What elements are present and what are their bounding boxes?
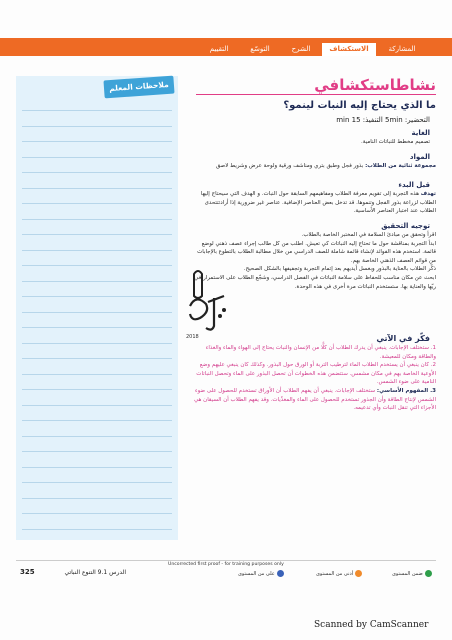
think-heading: فكّر في الآتي: [376, 334, 430, 343]
note-line: [22, 482, 172, 483]
note-line: [22, 126, 172, 127]
guidance-heading: توجيه التحقيق: [381, 222, 430, 230]
think-answer-3-text: ستختلف الإجابات. ينبغي أن يفهم الطلاب أن الأوراق تستخدم للحصول على ضوء الشمس لإنتاج الطاقة وأن الجذور تستخدم للحصول على الماء والمغذّيات. وقد يفهم الطلاب أن السيقان هي الأجزاء التي تنقل النبات وأي تدعيمه.: [193, 387, 436, 412]
note-line: [22, 374, 172, 375]
think-answer-1: 1. ستختلف الإجابات. ينبغي أن يدرك الطلاب أن كلًّا من الإنسان والنبات يحتاج إلى الهواء والماء والغذاء والطاقة ومكان للمعيشة.: [205, 345, 436, 360]
materials-text: بذور فجل وطبق بتري ومناشف ورقية ولوحة عرض وشريط لاصق: [215, 163, 364, 169]
goal-heading: الغاية: [411, 129, 430, 137]
before-heading: قبل البدء: [398, 181, 430, 189]
green-level-icon: [425, 570, 432, 577]
note-line: [22, 420, 172, 421]
note-line: [22, 312, 172, 313]
tab-participation[interactable]: المشاركة: [388, 45, 416, 53]
goal-text: تصميم مخطط للنباتات النامية.: [361, 139, 430, 145]
note-line: [22, 389, 172, 390]
note-line: [22, 451, 172, 452]
level-below: [316, 570, 362, 577]
tab-evaluate[interactable]: التقييم: [209, 45, 229, 53]
blue-level-icon: [277, 570, 284, 577]
level-on-target-label: ضمن المستوى: [392, 571, 423, 577]
level-below-label: أدنى من المستوى: [316, 571, 354, 577]
orange-level-icon: [355, 570, 362, 577]
materials-heading: المواد: [409, 153, 430, 161]
note-line: [22, 172, 172, 173]
page-number: 325: [20, 568, 35, 576]
note-line: [22, 436, 172, 437]
proof-notice: Uncorrected first proof - for training purposes only: [168, 562, 284, 567]
phase-nav-bar: [0, 43, 452, 56]
materials-label: مجموعة ثنائية من الطلاب:: [365, 163, 436, 169]
note-line: [22, 327, 172, 328]
note-line: [22, 157, 172, 158]
note-line: [22, 219, 172, 220]
section-title: نشاطاستكشافي: [314, 76, 436, 94]
before-text: هذه التجربة إلى تقويم معرفة الطلاب ومفاهيمهم السابقة حول النبات. و الهدف التي سيحتاج إليها الطلاب لزراعة بذور الفجل وتنموها. قد تدخل بعض العناصر الإضافية. عناصر غير ضرورية إذا أرادتتتحدى الطلاب عند اختبار العناصر الأساسية.: [200, 191, 436, 215]
note-line: [22, 296, 172, 297]
note-line: [22, 188, 172, 189]
guidance-p4: ابحث عن مكان مناسب للحفاظ على سلامة النباتات في الفصل الدراسي، وشجّع الطلاب على الاستمرار في ريّها والعناية بها. ستستخدم النباتات مرة أخرى في هذه الوحدة.: [194, 274, 436, 290]
note-line: [22, 513, 172, 514]
guidance-p1: اقرأ وتحقق من مبادئ السلامة في المختبر الخاصة بالطلاب.: [301, 232, 436, 238]
note-line: [22, 405, 172, 406]
note-line: [22, 250, 172, 251]
note-line: [22, 498, 172, 499]
before-paragraph: [192, 190, 436, 216]
note-line: [22, 529, 172, 530]
before-label: تهدف: [420, 191, 436, 197]
think-answer-3-label: 3. المفهوم الأساسي:: [376, 387, 436, 394]
note-line: [22, 281, 172, 282]
prep-time: التحضير: 5min التنفيذ: 15 min: [336, 116, 430, 124]
title-divider: [196, 94, 436, 95]
activity-question: ما الذي يحتاج إليه النبات لينمو؟: [283, 100, 436, 111]
note-line: [22, 358, 172, 359]
lesson-reference: الدرس 9.1 التنوع النباتي: [64, 569, 126, 576]
tab-explain[interactable]: الشرح: [291, 45, 311, 53]
note-line: [22, 110, 172, 111]
materials-paragraph: [192, 162, 436, 171]
think-answers: [192, 344, 436, 413]
scanner-watermark: Scanned by CamScanner: [314, 620, 429, 630]
note-line: [22, 467, 172, 468]
tab-expand[interactable]: التوسّع: [250, 45, 270, 53]
level-above-label: على من المستوى: [238, 571, 275, 577]
note-line: [22, 343, 172, 344]
teacher-notes-panel: [16, 76, 178, 540]
note-line: [22, 141, 172, 142]
guidance-p2: ابدأ التجربة بمناقشة حول ما تحتاج إليه النباتات كي تعيش. اطلب من كل طالب إجراء عصف ذهني لوضع قائمة. استخدم هذه الفوائد لإنشاء قائمة شاملة للصف الدراسي من خلال مطالبة الطلاب بالتطوع بالإجابات من قوائم العصف الذهني الخاصة بهم.: [197, 240, 436, 264]
tab-explore-active[interactable]: الاستكشاف: [322, 43, 376, 56]
think-answer-2: 2. كان ينبغي أن يستخدم الطلاب الماء لترطيب التربة أو الورق حول البذور. وكذلك كان ينبغي عليهم وضع الأوعية الخاصة بهم في مكان مشمس. ستتضمن هذه الخطوات أن تحصل البذور على الماء وتحصل النباتات النامية على ضوء الشمس.: [196, 362, 436, 386]
handwritten-stamp-icon: [184, 266, 230, 340]
level-on-target: [392, 570, 432, 577]
note-line: [22, 265, 172, 266]
note-line: [22, 234, 172, 235]
guidance-p3: ذكّر الطلاب بالعناية بالبذور وبغسل أيديهم بعد إتمام التجربة وتجفيفها بالشكل الصحيح.: [243, 266, 436, 273]
footer-divider: [16, 560, 436, 561]
think-answer-3: [192, 387, 436, 413]
stamp-year: 2018: [186, 334, 199, 340]
teacher-notes-tab: ملاحظات المعلم: [103, 76, 174, 99]
note-line: [22, 203, 172, 204]
level-above: [238, 570, 284, 577]
